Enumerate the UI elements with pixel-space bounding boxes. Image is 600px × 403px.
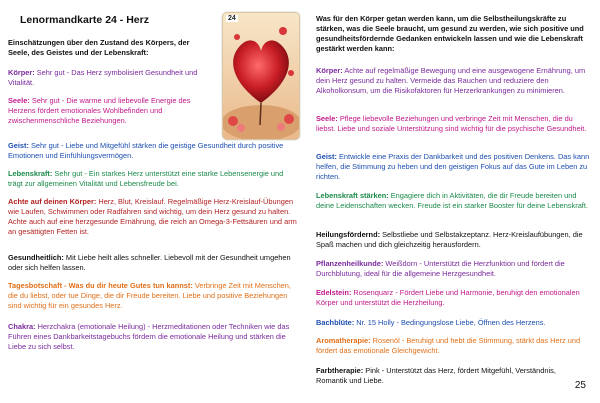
- right-section-koerper: [316, 66, 592, 96]
- right-text-geist: Entwickle eine Praxis der Dankbarkeit und des positiven Denkens. Das kann helfen, die Stimmung zu heben und den geistigen Fokus auf das Gute im Leben zu richten.: [316, 152, 590, 181]
- right-label-aroma: Aromatherapie:: [316, 336, 371, 345]
- label-geist: Geist:: [8, 141, 29, 150]
- text-achte-koerper: Herz, Blut, Kreislauf. Regelmäßige Herz-Kreislauf-Übungen wie Laufen, Schwimmen oder Radfahren sind wichtig, um dein Herz gesund zu halten. Achte auch auf eine herzgesunde Ernährung, die reich an Omega-3-Fettsäuren und arm an gesättigten Fetten ist.: [8, 197, 297, 236]
- card-number: 24: [228, 15, 236, 22]
- right-label-bachbluete: Bachblüte:: [316, 318, 355, 327]
- intro-text: Einschätzungen über den Zustand des Körpers, der Seele, des Geistes und der Lebenskraft:: [8, 38, 190, 57]
- lenormand-card: [222, 12, 300, 140]
- right-text-heilung: Selbstliebe und Selbstakzeptanz. Herz-Kreislaufübungen, die Spaß machen und dich gleichzeitig herausfordern.: [316, 230, 583, 249]
- section-koerper: [8, 68, 216, 88]
- page-number: 25: [574, 380, 586, 391]
- right-intro: Was für den Körper getan werden kann, um die Selbstheilungskräfte zu stärken, was die Seele braucht, um gesund zu werden, wie sich positive und gesundheitsfördernde Gedanken entwickeln lassen und wie die Lebenskraft gestärkt werden kann:: [316, 14, 584, 53]
- label-achte-koerper: Achte auf deinen Körper:: [8, 197, 97, 206]
- text-lebenskraft: Sehr gut - Ein starkes Herz unterstützt eine starke Lebensenergie und trägt zur allgemeinen Vitalität und Lebensfreude bei.: [8, 169, 284, 188]
- label-lebenskraft: Lebenskraft:: [8, 169, 53, 178]
- right-label-seele: Seele:: [316, 114, 338, 123]
- right-text-edelstein: Rosenquarz - Fördert Liebe und Harmonie, beruhigt den emotionalen Körper und unterstützt die Herzheilung.: [316, 288, 580, 307]
- label-seele: Seele:: [8, 96, 30, 105]
- right-section-seele: [316, 114, 592, 134]
- text-gesundheitlich: Mit Liebe heilt alles schneller. Liebevoll mit der Gesundheit umgehen oder sich helfen lassen.: [8, 253, 291, 272]
- text-seele: Sehr gut - Die warme und liebevolle Energie des Herzens fördert emotionales Wohlbefinden und zwischenmenschliche Beziehungen.: [8, 96, 191, 125]
- section-chakra: [8, 322, 300, 352]
- right-section-lebenskraft: [316, 191, 592, 211]
- right-text-lebenskraft: Engagiere dich in Aktivitäten, die dir Freude bereiten und deine Leidenschaften wecken. Freude ist ein starker Booster für deine Lebenskraft.: [316, 191, 588, 210]
- right-section-edelstein: [316, 288, 592, 308]
- section-gesundheitlich: [8, 253, 300, 273]
- text-geist: Sehr gut - Liebe und Mitgefühl stärken die geistige Gesundheit durch positive Emotionen und Einfühlungsvermögen.: [8, 141, 284, 160]
- label-koerper: Körper:: [8, 68, 35, 77]
- right-text-seele: Pflege liebevolle Beziehungen und verbringe Zeit mit Menschen, die du liebst. Liebe und soziale Unterstützung sind wichtig für die psychische Gesundheit.: [316, 114, 587, 133]
- section-achte-koerper: [8, 197, 300, 237]
- heart-card-image: [223, 13, 299, 139]
- right-section-heilung: [316, 230, 592, 250]
- section-geist: [8, 141, 300, 161]
- text-koerper: Sehr gut - Das Herz symbolisiert Gesundheit und Vitalität.: [8, 68, 198, 87]
- right-text-koerper: Achte auf regelmäßige Bewegung und eine ausgewogene Ernährung, um dein Herz gesund zu halten. Vermeide das Rauchen und reduziere den Alkoholkonsum, um die Risikofaktoren für Herzerkrankungen zu minimieren.: [316, 66, 586, 95]
- right-label-koerper: Körper:: [316, 66, 343, 75]
- right-label-pflanzen: Pflanzenheilkunde:: [316, 259, 384, 268]
- label-gesundheitlich: Gesundheitlich:: [8, 253, 64, 262]
- right-label-edelstein: Edelstein:: [316, 288, 352, 297]
- section-lebenskraft: [8, 169, 300, 189]
- right-section-bachbluete: [316, 318, 592, 328]
- right-text-farbtherapie: Pink - Unterstützt das Herz, fördert Mitgefühl, Verständnis, Romantik und Liebe.: [316, 366, 556, 385]
- text-tagesbotschaft: Verbringe Zeit mit Menschen, die du liebst, oder tue Dinge, die dir Freude bereiten. Liebe und positive Beziehungen sind wichtig für ein gesundes Herz.: [8, 281, 291, 310]
- label-chakra: Chakra:: [8, 322, 36, 331]
- right-section-pflanzen: [316, 259, 592, 279]
- right-section-aroma: [316, 336, 592, 356]
- section-seele: [8, 96, 218, 126]
- section-tagesbotschaft: [8, 281, 300, 311]
- right-text-pflanzen: Weißdorn - Unterstützt die Herzfunktion und fördert die Durchblutung, ideal für die allgemeine Herzgesundheit.: [316, 259, 565, 278]
- right-text-aroma: Rosenöl - Beruhigt und hebt die Stimmung, stärkt das Herz und fördert das emotionale Gleichgewicht.: [316, 336, 581, 355]
- right-section-geist: [316, 152, 592, 182]
- page-title: Lenormandkarte 24 - Herz: [20, 14, 149, 26]
- right-label-lebenskraft: Lebenskraft stärken:: [316, 191, 389, 200]
- right-text-bachbluete: Nr. 15 Holly - Bedingungslose Liebe, Öffnen des Herzens.: [354, 318, 546, 327]
- right-label-farbtherapie: Farbtherapie:: [316, 366, 364, 375]
- right-label-geist: Geist:: [316, 152, 337, 161]
- text-chakra: Herzchakra (emotionale Heilung) - Herzmeditationen oder Techniken wie das Führen eines Dankbarkeitstagebuchs fördern die emotionale Heilung und stärken die Liebe zu sich selbst.: [8, 322, 290, 351]
- right-label-heilung: Heilungsfördernd:: [316, 230, 381, 239]
- right-section-farbtherapie: [316, 366, 572, 386]
- label-tagesbotschaft: Tagesbotschaft - Was du dir heute Gutes tun kannst:: [8, 281, 193, 290]
